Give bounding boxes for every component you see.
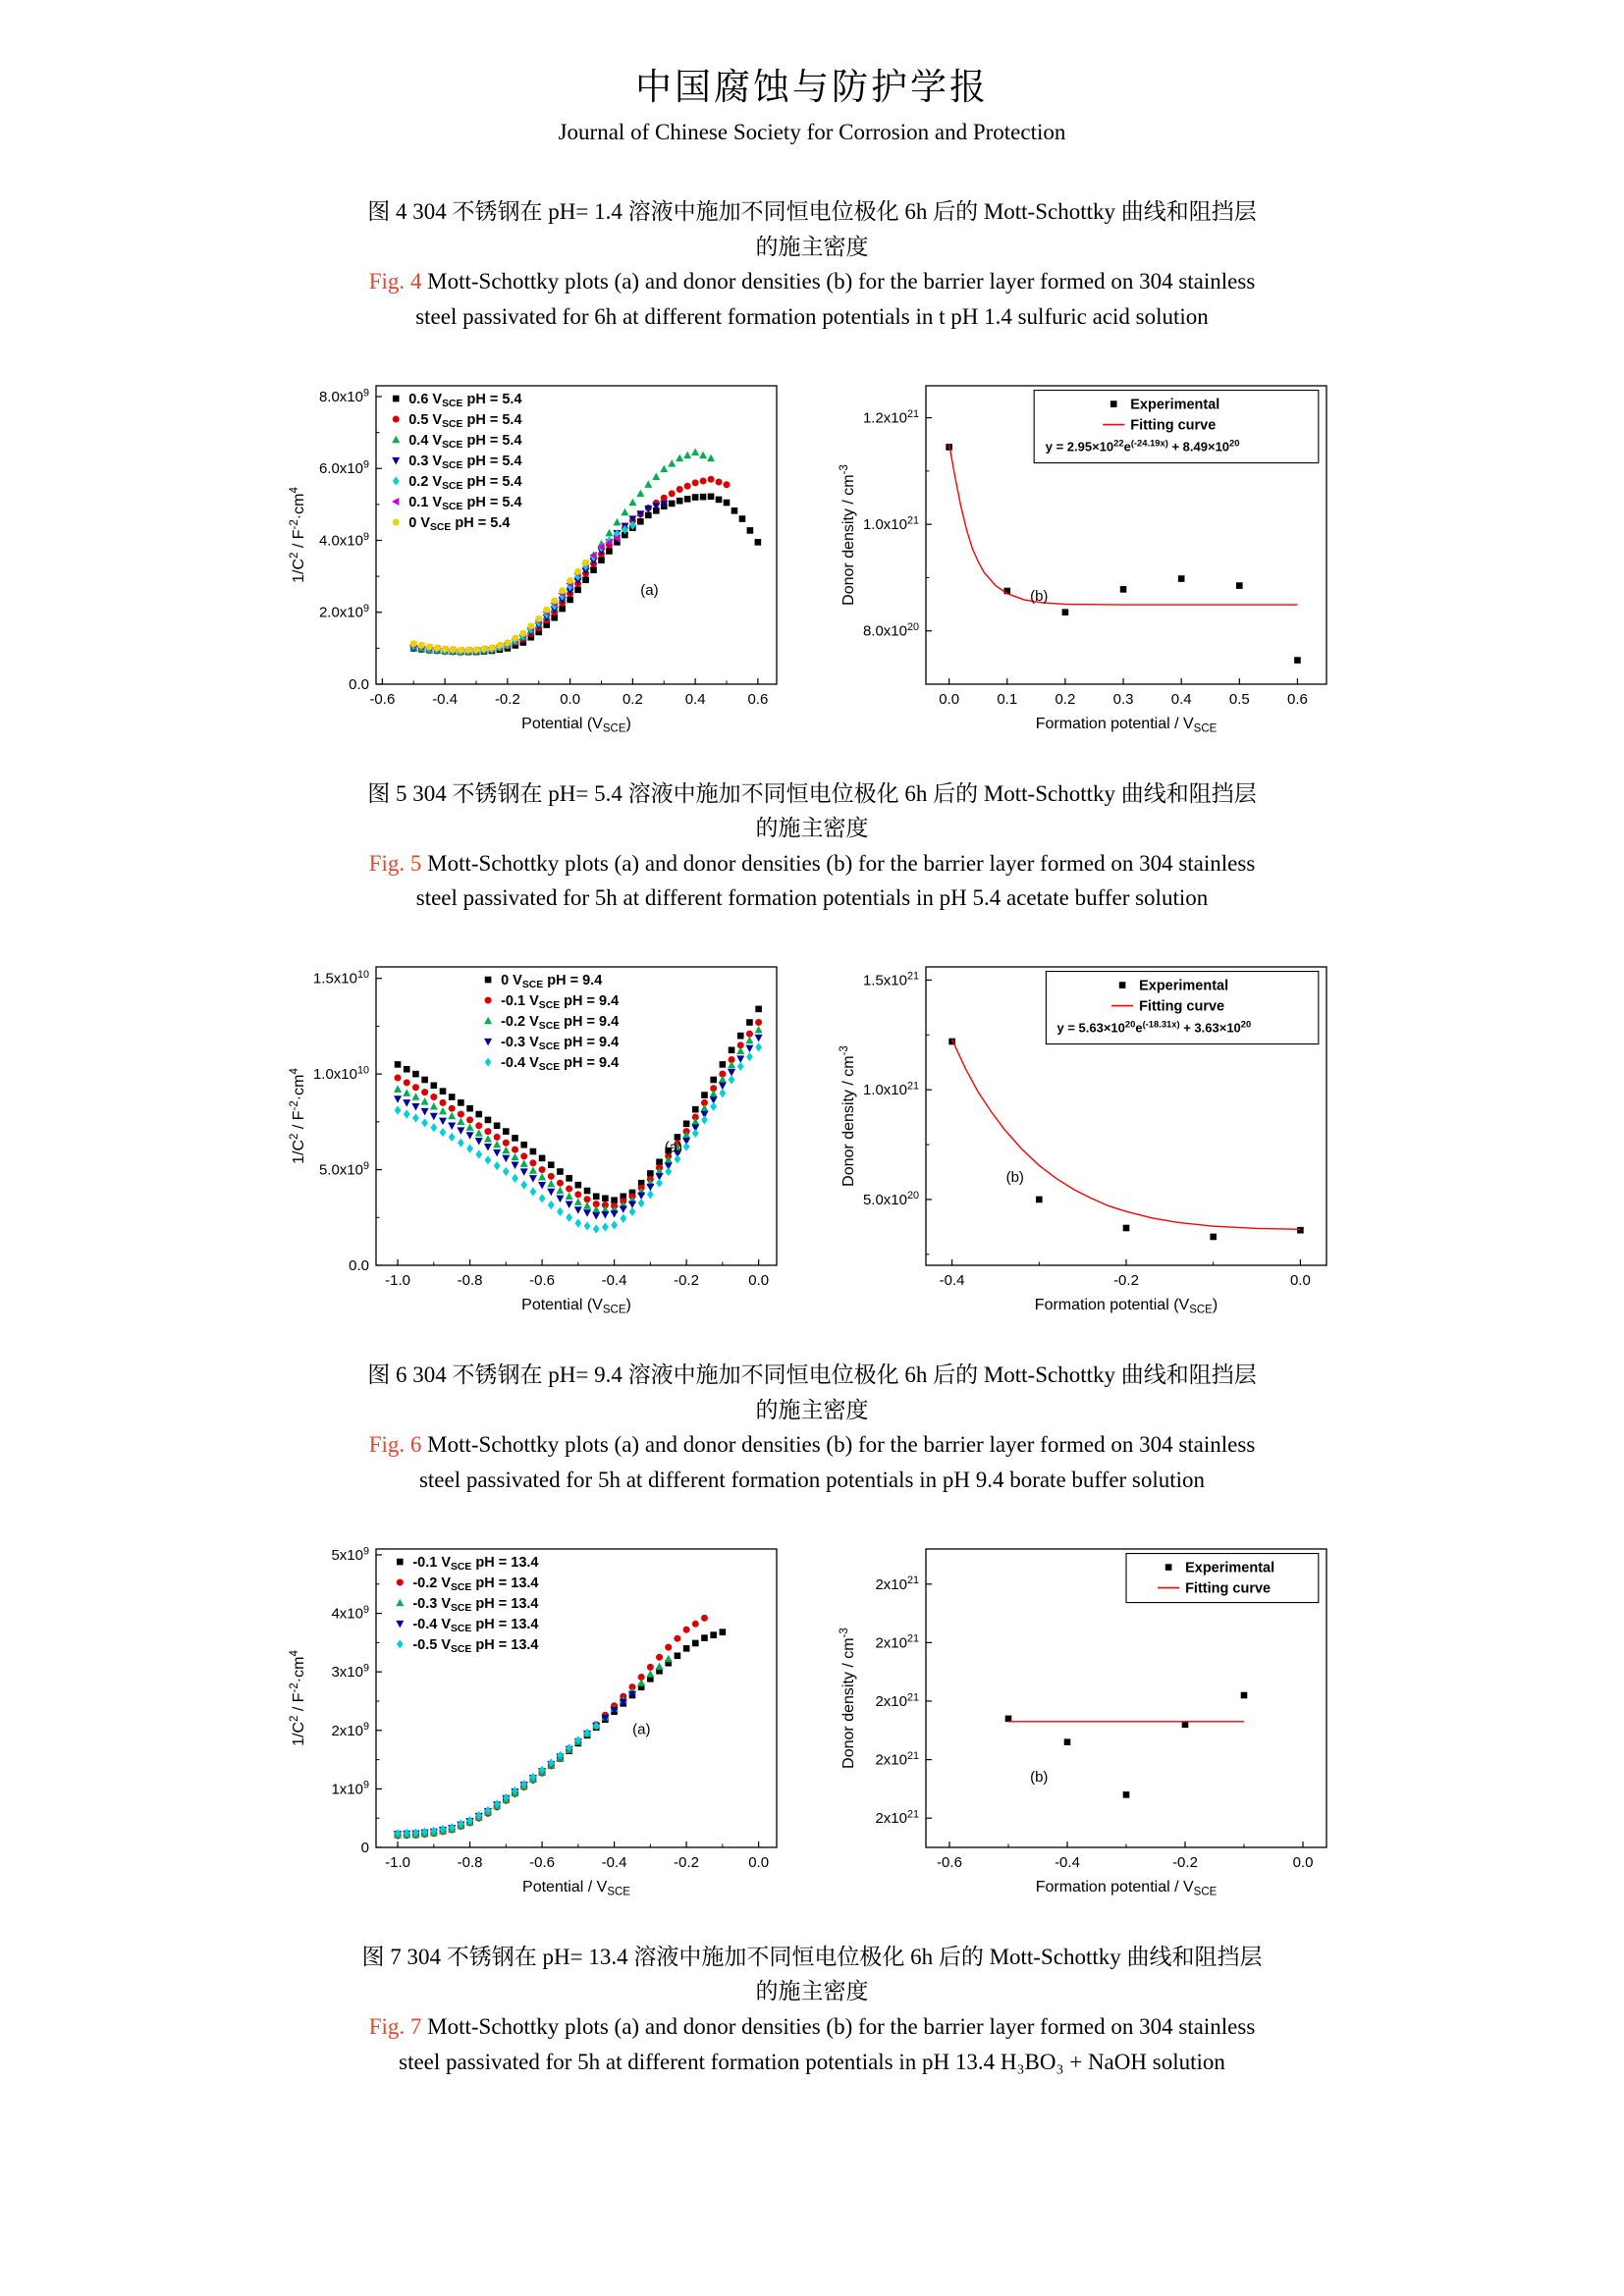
svg-text:1.0x1010: $1.0x10^{10}$	[312, 1064, 369, 1084]
journal-title-cn: 中国腐蚀与防护学报	[635, 68, 989, 108]
svg-text:1/C2 / F-2·cm4: $1/C^2 / F^{-2}\cdot cm^4$	[288, 486, 307, 583]
svg-text:-1.0: -1.0	[385, 1853, 410, 1871]
svg-text:1/C2 / F-2·cm4: $1/C^2 / F^{-2}\cdot cm^4$	[288, 1068, 307, 1164]
svg-text:0.6 VSCE pH = 5.4: 0.6 $V_{SCE}$ pH = 5.4	[408, 391, 522, 409]
svg-text:Formation potential / VSCE: Formation potential / $V_{SCE}$	[1035, 1878, 1218, 1898]
chart-fig5a	[282, 370, 792, 743]
chart-fig5b	[832, 370, 1342, 743]
svg-text:Fitting curve: Fitting curve	[1139, 998, 1225, 1015]
svg-text:0.2: 0.2	[1055, 690, 1076, 708]
figure-5-caption-cn-line1: 图 5 304 不锈钢在 pH= 5.4 溶液中施加不同恒电位极化 6h 后的 Mott-Schottky 曲线和阻挡层	[367, 780, 1257, 806]
svg-text:Experimental: Experimental	[1185, 1560, 1275, 1576]
svg-text:5x109: $5x10^9$	[331, 1544, 369, 1564]
svg-text:-0.3 VSCE pH = 9.4: -0.3 $V_{SCE}$ pH = 9.4	[501, 1035, 620, 1053]
svg-text:0.2 VSCE pH = 5.4: 0.2 $V_{SCE}$ pH = 5.4	[408, 473, 522, 492]
svg-text:-0.2: -0.2	[1113, 1272, 1139, 1290]
svg-text:Potential / VSCE: Potential / $V_{SCE}$	[522, 1878, 630, 1898]
svg-text:-0.3 VSCE pH = 13.4: -0.3 $V_{SCE}$ pH = 13.4	[412, 1595, 539, 1614]
svg-text:Fitting curve: Fitting curve	[1130, 417, 1217, 434]
svg-text:0.0: 0.0	[1292, 1853, 1314, 1871]
figure-5-label: Fig. 5	[368, 850, 422, 876]
svg-text:Fitting curve: Fitting curve	[1185, 1580, 1272, 1597]
svg-text:0.0: 0.0	[560, 690, 581, 708]
svg-text:8.0x1020: $8.0x10^{20}$	[862, 620, 919, 640]
svg-text:0.6: 0.6	[747, 690, 769, 708]
svg-text:Potential (VSCE): Potential $(V_{SCE})$	[521, 715, 631, 735]
svg-text:2x1021: $2x10^{21}$	[875, 1574, 919, 1593]
svg-text:Donor density / cm-3: Donor density / $cm^{-3}$	[838, 1627, 857, 1769]
svg-text:-0.2: -0.2	[1172, 1853, 1198, 1871]
journal-title-en: Journal of Chinese Society for Corrosion and Protection	[558, 120, 1066, 144]
figure-7-charts	[0, 1533, 1624, 1906]
figure-6b-donor-density-plot	[832, 951, 1342, 1324]
svg-text:1.5x1021: $1.5x10^{21}$	[862, 970, 919, 989]
svg-text:0.0: 0.0	[349, 1257, 369, 1275]
svg-text:-0.6: -0.6	[529, 1272, 556, 1290]
svg-text:0: 0	[360, 1839, 369, 1856]
svg-text:0.0: 0.0	[349, 675, 369, 693]
figure-5-caption-en-line2: steel passivated for 5h at different formation potentials in pH 5.4 acetate buffer solution	[415, 885, 1209, 911]
svg-text:5.0x109: $5.0x10^9$	[318, 1159, 369, 1179]
figure-4-caption-cn-line2: 的施主密度	[755, 234, 869, 259]
svg-text:-0.6: -0.6	[529, 1853, 556, 1871]
figure-6a-mott-schottky-plot	[282, 951, 792, 1324]
svg-text:0.4 VSCE pH = 5.4: 0.4 $V_{SCE}$ pH = 5.4	[408, 432, 522, 451]
svg-text:0.4: 0.4	[684, 690, 706, 708]
svg-text:-0.2: -0.2	[494, 690, 520, 708]
svg-text:1/C2 / F-2·cm4: $1/C^2 / F^{-2}\cdot cm^4$	[288, 1649, 307, 1746]
figure-7-caption	[0, 1940, 1624, 2080]
svg-text:-0.2: -0.2	[674, 1272, 700, 1290]
svg-text:0.1 VSCE pH = 5.4: 0.1 $V_{SCE}$ pH = 5.4	[408, 494, 522, 512]
chart-fig6b	[832, 951, 1342, 1324]
figure-7-caption-en-line2: steel passivated for 5h at different formation potentials in pH 13.4 H₃BO₃ + NaOH solution	[399, 2049, 1225, 2074]
svg-text:1.0x1021: $1.0x10^{21}$	[862, 514, 919, 533]
figure-6-caption	[0, 1358, 1624, 1498]
svg-text:y = 5.63×1020e(-18.31x) + 3.63: $y = 5.63\times 10^{20}e^{(-18.31x)} + 3.63\times 10^{20}$	[1056, 1018, 1252, 1036]
svg-text:0 VSCE pH = 5.4: 0 $V_{SCE}$ pH = 5.4	[408, 514, 511, 533]
svg-text:-0.8: -0.8	[457, 1853, 483, 1871]
svg-text:0.2: 0.2	[622, 690, 643, 708]
figure-7-caption-cn-line2: 的施主密度	[755, 1979, 869, 2004]
svg-text:0 VSCE pH = 9.4: 0 $V_{SCE}$ pH = 9.4	[501, 973, 603, 991]
figure-4-caption-en-line2: steel passivated for 6h at different formation potentials in t pH 1.4 sulfuric acid solution	[415, 303, 1209, 329]
svg-text:0.5: 0.5	[1228, 690, 1250, 708]
svg-text:-0.4: -0.4	[939, 1272, 965, 1290]
svg-text:Experimental: Experimental	[1139, 978, 1229, 994]
figure-6-caption-en-line2: steel passivated for 5h at different formation potentials in pH 9.4 borate buffer solution	[418, 1468, 1206, 1493]
svg-text:-1.0: -1.0	[385, 1272, 410, 1290]
svg-text:2x1021: $2x10^{21}$	[875, 1632, 919, 1652]
svg-text:-0.2 VSCE pH = 9.4: -0.2 $V_{SCE}$ pH = 9.4	[501, 1014, 620, 1033]
figure-6-label: Fig. 6	[368, 1432, 422, 1458]
svg-text:0.5 VSCE pH = 5.4: 0.5 $V_{SCE}$ pH = 5.4	[408, 411, 522, 430]
svg-text:-0.2: -0.2	[674, 1853, 700, 1871]
svg-text:6.0x109: $6.0x10^9$	[318, 458, 369, 477]
svg-text:4.0x109: $4.0x10^9$	[318, 530, 369, 550]
figure-4-caption-en-text: Mott-Schottky plots (a) and donor densities (b) for the barrier layer formed on 304 stainless	[421, 269, 1256, 294]
svg-text:-0.4: -0.4	[601, 1272, 627, 1290]
chart-fig7a	[282, 1533, 792, 1906]
svg-text:0.0: 0.0	[939, 690, 960, 708]
figure-6-caption-cn-line2: 的施主密度	[755, 1397, 869, 1422]
svg-text:Donor density / cm-3: Donor density / $cm^{-3}$	[838, 1045, 857, 1187]
svg-text:3x109: $3x10^9$	[331, 1662, 369, 1681]
svg-text:-0.1 VSCE pH = 13.4: -0.1 $V_{SCE}$ pH = 13.4	[412, 1554, 539, 1573]
svg-text:-0.1 VSCE pH = 9.4: -0.1 $V_{SCE}$ pH = 9.4	[501, 993, 620, 1012]
svg-text:-0.4 VSCE pH = 13.4: -0.4 $V_{SCE}$ pH = 13.4	[412, 1616, 539, 1634]
svg-text:(b): (b)	[1030, 1768, 1049, 1786]
svg-text:0.1: 0.1	[997, 690, 1018, 708]
svg-text:2.0x109: $2.0x10^9$	[318, 602, 369, 621]
svg-text:Potential (VSCE): Potential $(V_{SCE})$	[521, 1297, 631, 1316]
figure-5-caption-en-line1	[0, 846, 1624, 881]
figure-7-caption-cn-line1: 图 7 304 不锈钢在 pH= 13.4 溶液中施加不同恒电位极化 6h 后的 Mott-Schottky 曲线和阻挡层	[361, 1944, 1263, 1969]
figure-7-caption-en-text: Mott-Schottky plots (a) and donor densities (b) for the barrier layer formed on 304 stainless	[421, 2013, 1256, 2039]
figure-4-caption-cn-line1: 图 4 304 不锈钢在 pH= 1.4 溶液中施加不同恒电位极化 6h 后的 Mott-Schottky 曲线和阻挡层	[367, 199, 1257, 224]
svg-text:8.0x109: $8.0x10^9$	[318, 386, 369, 405]
svg-text:-0.4: -0.4	[432, 690, 459, 708]
journal-header	[0, 57, 1624, 145]
svg-text:0.0: 0.0	[1289, 1272, 1311, 1290]
figure-6-caption-en-line1	[0, 1427, 1624, 1463]
svg-text:2x1021: $2x10^{21}$	[875, 1808, 919, 1827]
figure-4-caption	[0, 194, 1624, 335]
svg-text:-0.4: -0.4	[601, 1853, 627, 1871]
figure-5-charts	[0, 370, 1624, 743]
svg-text:0.3 VSCE pH = 5.4: 0.3 $V_{SCE}$ pH = 5.4	[408, 453, 522, 471]
figure-4-label: Fig. 4	[368, 269, 422, 294]
figure-6-caption-cn-line1: 图 6 304 不锈钢在 pH= 9.4 溶液中施加不同恒电位极化 6h 后的 Mott-Schottky 曲线和阻挡层	[367, 1362, 1257, 1388]
figure-7-label: Fig. 7	[368, 2013, 422, 2039]
figure-5-caption-cn-line2: 的施主密度	[755, 816, 869, 841]
figure-5-caption	[0, 776, 1624, 917]
svg-text:(b): (b)	[1030, 587, 1049, 605]
svg-text:Experimental: Experimental	[1130, 397, 1220, 413]
chart-fig7b	[832, 1533, 1342, 1906]
svg-text:(a): (a)	[632, 1721, 651, 1738]
svg-text:Formation potential / VSCE: Formation potential / $V_{SCE}$	[1035, 715, 1218, 735]
svg-text:0.0: 0.0	[748, 1272, 770, 1290]
svg-text:4x109: $4x10^9$	[331, 1603, 369, 1623]
figure-5b-donor-density-plot	[832, 370, 1342, 743]
figure-7-caption-en-line1	[0, 2009, 1624, 2045]
figure-7a-mott-schottky-plot	[282, 1533, 792, 1906]
figure-5a-mott-schottky-plot	[282, 370, 792, 743]
svg-text:-0.6: -0.6	[369, 690, 396, 708]
svg-text:Formation potential (VSCE): Formation potential $(V_{SCE})$	[1034, 1297, 1218, 1316]
svg-text:Donor density / cm-3: Donor density / $cm^{-3}$	[838, 463, 857, 606]
figure-6-caption-en-text: Mott-Schottky plots (a) and donor densities (b) for the barrier layer formed on 304 stainless	[421, 1432, 1256, 1458]
figure-4-caption-en-line1	[0, 264, 1624, 299]
figure-6-charts	[0, 951, 1624, 1324]
svg-text:y = 2.95×1022e(-24.19x) + 8.49: $y = 2.95\times 10^{22}e^{(-24.19x)} + 8.49\times 10^{20}$	[1045, 437, 1240, 454]
svg-text:2x1021: $2x10^{21}$	[875, 1690, 919, 1710]
svg-text:1x109: $1x10^9$	[331, 1779, 369, 1798]
svg-text:1.0x1021: $1.0x10^{21}$	[862, 1080, 919, 1099]
chart-fig6a	[282, 951, 792, 1324]
svg-text:-0.2 VSCE pH = 13.4: -0.2 $V_{SCE}$ pH = 13.4	[412, 1575, 539, 1593]
figure-5-caption-en-text: Mott-Schottky plots (a) and donor densities (b) for the barrier layer formed on 304 stainless	[421, 850, 1256, 876]
svg-text:-0.8: -0.8	[457, 1272, 483, 1290]
figure-7b-donor-density-plot	[832, 1533, 1342, 1906]
svg-text:2x1021: $2x10^{21}$	[875, 1749, 919, 1769]
svg-text:2x109: $2x10^9$	[331, 1720, 369, 1739]
svg-text:0.3: 0.3	[1112, 690, 1134, 708]
svg-text:-0.4 VSCE pH = 9.4: -0.4 $V_{SCE}$ pH = 9.4	[501, 1055, 620, 1074]
svg-text:-0.5 VSCE pH = 13.4: -0.5 $V_{SCE}$ pH = 13.4	[412, 1636, 539, 1655]
svg-text:(a): (a)	[664, 1139, 683, 1156]
svg-text:1.5x1010: $1.5x10^{10}$	[312, 969, 369, 988]
svg-text:5.0x1020: $5.0x10^{20}$	[862, 1190, 919, 1209]
svg-text:1.2x1021: $1.2x10^{21}$	[862, 407, 919, 427]
svg-text:-0.6: -0.6	[937, 1853, 962, 1871]
svg-text:(b): (b)	[1005, 1169, 1024, 1187]
svg-text:(a): (a)	[640, 581, 659, 599]
svg-text:0.0: 0.0	[748, 1853, 770, 1871]
svg-text:0.4: 0.4	[1170, 690, 1192, 708]
svg-text:0.6: 0.6	[1287, 690, 1308, 708]
svg-text:-0.4: -0.4	[1055, 1853, 1080, 1871]
